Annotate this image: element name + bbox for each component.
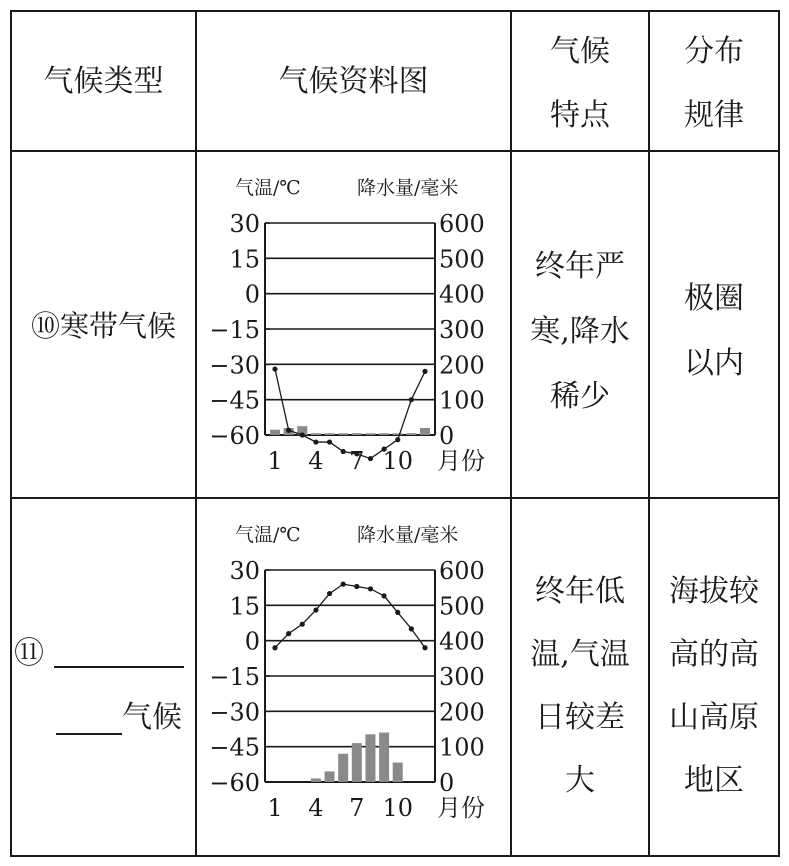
precipitation-bar [325, 771, 335, 782]
header-distribution-line2: 规律 [684, 98, 744, 133]
table-border-top [10, 10, 780, 12]
row2-distribution-line2: 高的高 [669, 637, 759, 672]
table-border-right [778, 10, 780, 857]
temperature-point [286, 428, 291, 433]
row2-number: ⑪ [14, 636, 44, 671]
precipitation-bar [338, 754, 348, 782]
precipitation-tick-label: 300 [439, 316, 485, 344]
temperature-point [368, 586, 373, 591]
temperature-point [327, 591, 332, 596]
precipitation-axis-label: 降水量/毫米 [357, 177, 459, 199]
precipitation-bar [420, 428, 430, 435]
month-tick-label: 10 [382, 447, 414, 475]
temperature-point [395, 610, 400, 615]
temperature-point [272, 366, 277, 371]
month-axis-unit: 月份 [437, 447, 485, 475]
temperature-point [368, 456, 373, 461]
header-climate-type: 气候类型 [43, 64, 164, 99]
polar-climate-chart [197, 152, 510, 497]
row1-feature-line2: 寒,降水 [530, 314, 630, 349]
precipitation-tick-label: 400 [439, 280, 485, 309]
precipitation-tick-label: 400 [439, 627, 485, 656]
month-tick-label: 1 [267, 794, 283, 822]
temperature-point [313, 607, 318, 612]
precipitation-tick-label: 200 [439, 351, 485, 380]
temperature-tick-label: −30 [209, 698, 260, 727]
row1-climate-type: ⑩寒带气候 [30, 309, 176, 343]
month-tick-label: 7 [349, 794, 365, 822]
header-distribution-line1: 分布 [684, 34, 744, 69]
month-tick-label: 7 [349, 447, 365, 475]
header-climate-chart: 气候资料图 [278, 64, 429, 99]
precipitation-tick-label: 100 [439, 386, 485, 415]
row2-feature-line2: 温,气温 [530, 637, 630, 672]
row1-distribution-line1: 极圈 [684, 281, 744, 316]
row1-feature-line1: 终年严 [535, 249, 625, 284]
row2-feature-line4: 大 [565, 763, 595, 798]
precipitation-tick-label: 200 [439, 698, 485, 727]
temperature-tick-label: 30 [229, 210, 260, 238]
temperature-point [422, 645, 427, 650]
temperature-point [354, 584, 359, 589]
header-climate-feature-line2: 特点 [550, 98, 610, 133]
temperature-point [272, 645, 277, 650]
row2-answer-blank-2[interactable] [56, 733, 122, 735]
highland-climate-chart [197, 499, 510, 855]
precipitation-axis-label: 降水量/毫米 [357, 524, 459, 546]
precipitation-bar [338, 433, 348, 435]
precipitation-tick-label: 600 [439, 557, 485, 585]
temperature-tick-label: 15 [229, 245, 260, 274]
precipitation-bar [270, 430, 280, 435]
temperature-point [409, 626, 414, 631]
precipitation-bar [393, 763, 403, 782]
table-border-bottom [10, 855, 780, 857]
month-tick-label: 4 [308, 447, 324, 475]
temperature-tick-label: −45 [209, 733, 260, 762]
precipitation-bar [311, 778, 321, 782]
temperature-tick-label: −45 [209, 386, 260, 415]
temperature-tick-label: 0 [244, 627, 260, 656]
precipitation-bar [365, 734, 375, 782]
table-border-left [10, 10, 12, 857]
precipitation-bar [379, 733, 389, 782]
temperature-tick-label: −60 [209, 769, 260, 797]
temperature-axis-label: 气温/℃ [235, 177, 301, 199]
precipitation-tick-label: 500 [439, 245, 485, 274]
temperature-line [275, 584, 425, 648]
row2-distribution-line1: 海拔较 [669, 574, 759, 609]
precipitation-bar [352, 433, 362, 435]
precipitation-bar [393, 433, 403, 435]
temperature-axis-label: 气温/℃ [235, 524, 301, 546]
temperature-point [313, 439, 318, 444]
temperature-tick-label: −15 [209, 316, 260, 344]
temperature-point [409, 397, 414, 402]
temperature-tick-label: 15 [229, 592, 260, 621]
temperature-point [341, 449, 346, 454]
temperature-tick-label: 30 [229, 557, 260, 585]
precipitation-bar [379, 433, 389, 435]
precipitation-tick-label: 0 [439, 769, 455, 797]
temperature-tick-label: −30 [209, 351, 260, 380]
temperature-point [300, 432, 305, 437]
temperature-point [286, 631, 291, 636]
precipitation-tick-label: 500 [439, 592, 485, 621]
precipitation-tick-label: 100 [439, 733, 485, 762]
row2-distribution-line4: 地区 [684, 763, 744, 798]
row1-distribution-line2: 以内 [684, 346, 744, 381]
row1-feature-line3: 稀少 [550, 379, 610, 414]
header-climate-feature-line1: 气候 [550, 34, 610, 69]
precipitation-bar [311, 433, 321, 435]
temperature-line [275, 369, 425, 459]
row2-distribution-line3: 山高原 [669, 700, 759, 735]
row2-climate-suffix: 气候 [122, 700, 182, 735]
temperature-tick-label: −60 [209, 422, 260, 450]
temperature-point [327, 439, 332, 444]
temperature-tick-label: 0 [244, 280, 260, 309]
precipitation-bar [365, 433, 375, 435]
precipitation-tick-label: 600 [439, 210, 485, 238]
month-tick-label: 1 [267, 447, 283, 475]
temperature-point [300, 622, 305, 627]
temperature-point [395, 437, 400, 442]
temperature-point [381, 593, 386, 598]
precipitation-bar [406, 433, 416, 435]
precipitation-tick-label: 300 [439, 663, 485, 691]
precipitation-bar [352, 743, 362, 782]
row2-answer-blank-1[interactable] [54, 666, 184, 668]
month-tick-label: 10 [382, 794, 414, 822]
row2-feature-line1: 终年低 [535, 574, 625, 609]
month-axis-unit: 月份 [437, 794, 485, 822]
row2-feature-line3: 日较差 [535, 700, 625, 735]
temperature-point [422, 369, 427, 374]
month-tick-label: 4 [308, 794, 324, 822]
temperature-point [341, 582, 346, 587]
temperature-tick-label: −15 [209, 663, 260, 691]
precipitation-tick-label: 0 [439, 422, 455, 450]
precipitation-bar [325, 433, 335, 435]
